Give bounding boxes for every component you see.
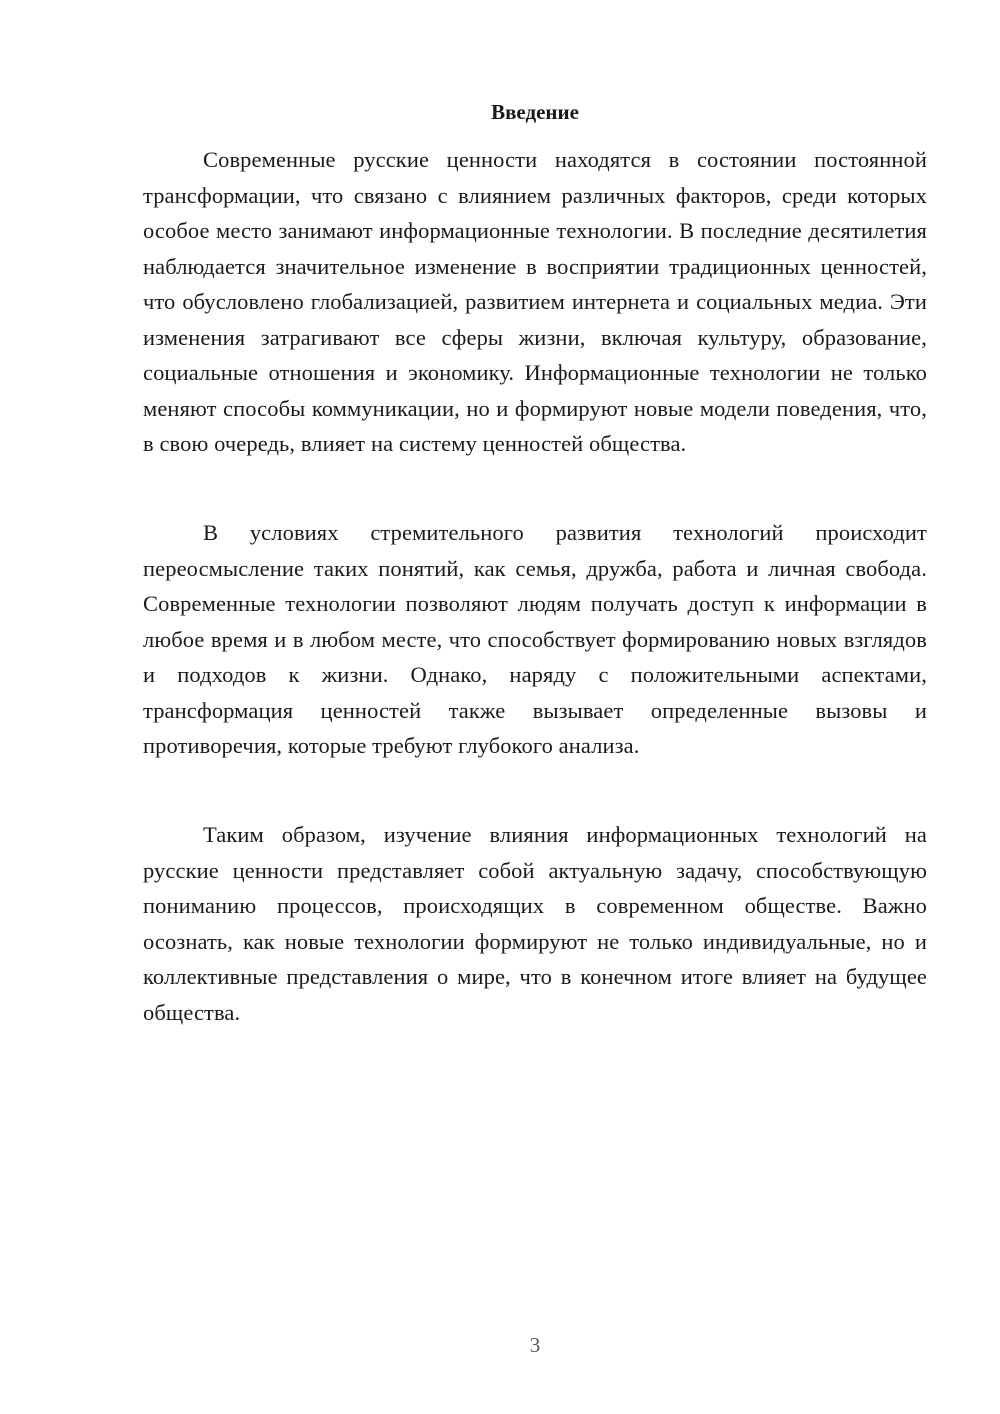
page-number: 3 (529, 1333, 541, 1357)
paragraph-3: Таким образом, изучение влияния информационных технологий на русские ценности представляет собой актуальную задачу, способствующую пониманию процессов, происходящих в современном обществе. Важно осознать, как новые технологии формируют не только индивидуальные, но и коллективные представления о мире, что в конечном итоге влияет на будущее общества. (143, 822, 927, 1025)
paragraph-1: Современные русские ценности находятся в состоянии постоянной трансформации, что связано с влиянием различных факторов, среди которых особое место занимают информационные технологии. В последние десятилетия наблюдается значительное изменение в восприятии традиционных ценностей, что обусловлено глобализацией, развитием интернета и социальных медиа. Эти изменения затрагивают все сферы жизни, включая культуру, образование, социальные отношения и экономику. Информационные технологии не только меняют способы коммуникации, но и формируют новые модели поведения, что, в свою очередь, влияет на систему ценностей общества. (143, 147, 927, 456)
paragraph-2: В условиях стремительного развития технологий происходит переосмысление таких понятий, как семья, дружба, работа и личная свобода. Современные технологии позволяют людям получать доступ к информации в любое время и в любом месте, что способствует формированию новых взглядов и подходов к жизни. Однако, наряду с положительными аспектами, трансформация ценностей также вызывает определенные вызовы и противоречия, которые требуют глубокого анализа. (143, 520, 927, 758)
section-title: Введение (491, 100, 579, 124)
